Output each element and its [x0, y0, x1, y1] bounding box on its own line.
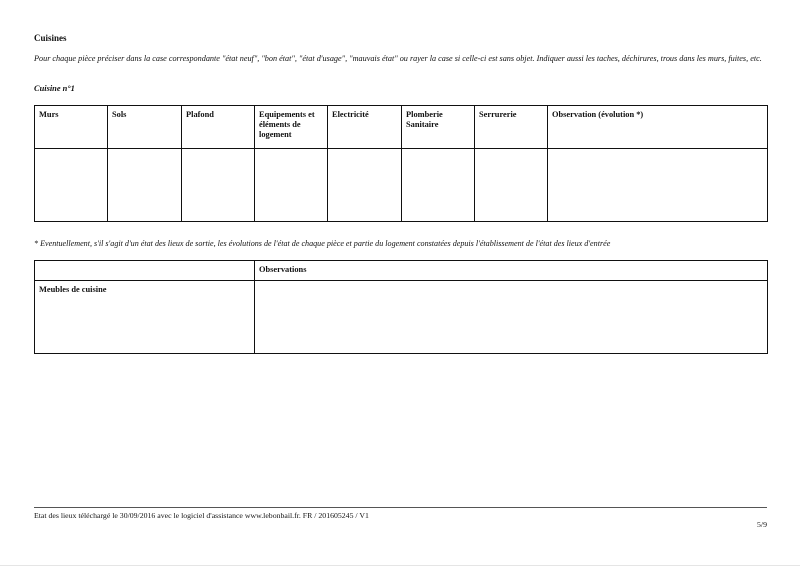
cell-equipements[interactable] [255, 149, 328, 222]
header-electricite: Electricité [328, 106, 402, 149]
footer-divider [34, 507, 767, 508]
footnote: * Eventuellement, s'il s'agit d'un état des lieux de sortie, les évolutions de l'état de chaque pièce et partie du logement constatées depuis l'établissement de l'état des lieux d'entrée [34, 239, 611, 248]
page-number: 5/9 [757, 520, 767, 529]
footer-text: Etat des lieux téléchargé le 30/09/2016 avec le logiciel d'assistance www.lebonbail.fr. FR / 201605245 / V1 [34, 511, 369, 520]
header-murs: Murs [35, 106, 108, 149]
header-observation: Observation (évolution *) [548, 106, 768, 149]
header-observations: Observations [255, 261, 768, 281]
cell-observation[interactable] [548, 149, 768, 222]
header-plomberie: Plomberie Sanitaire [402, 106, 475, 149]
furniture-table [34, 260, 768, 354]
furniture-label: Meubles de cuisine [35, 281, 255, 354]
table-row [35, 281, 768, 354]
instructions-text: Pour chaque pièce préciser dans la case correspondante "état neuf", "bon état", "état d'usage", "mauvais état" ou rayer la case si celle-ci est sans objet. Indiquer aussi les taches, déchirures, trous dans les murs, fuites, etc. [34, 54, 762, 63]
header-sols: Sols [108, 106, 182, 149]
cell-plafond[interactable] [182, 149, 255, 222]
cell-murs[interactable] [35, 149, 108, 222]
section-title: Cuisines [34, 33, 67, 43]
header-blank [35, 261, 255, 281]
furniture-observations-cell[interactable] [255, 281, 768, 354]
cell-plomberie[interactable] [402, 149, 475, 222]
kitchen-subtitle: Cuisine n°1 [34, 84, 75, 93]
header-equipements: Equipements et éléments de logement [255, 106, 328, 149]
condition-table [34, 105, 768, 222]
cell-electricite[interactable] [328, 149, 402, 222]
cell-serrurerie[interactable] [475, 149, 548, 222]
table-row [35, 149, 768, 222]
table-header-row [35, 106, 768, 149]
header-plafond: Plafond [182, 106, 255, 149]
cell-sols[interactable] [108, 149, 182, 222]
table-header-row [35, 261, 768, 281]
header-serrurerie: Serrurerie [475, 106, 548, 149]
